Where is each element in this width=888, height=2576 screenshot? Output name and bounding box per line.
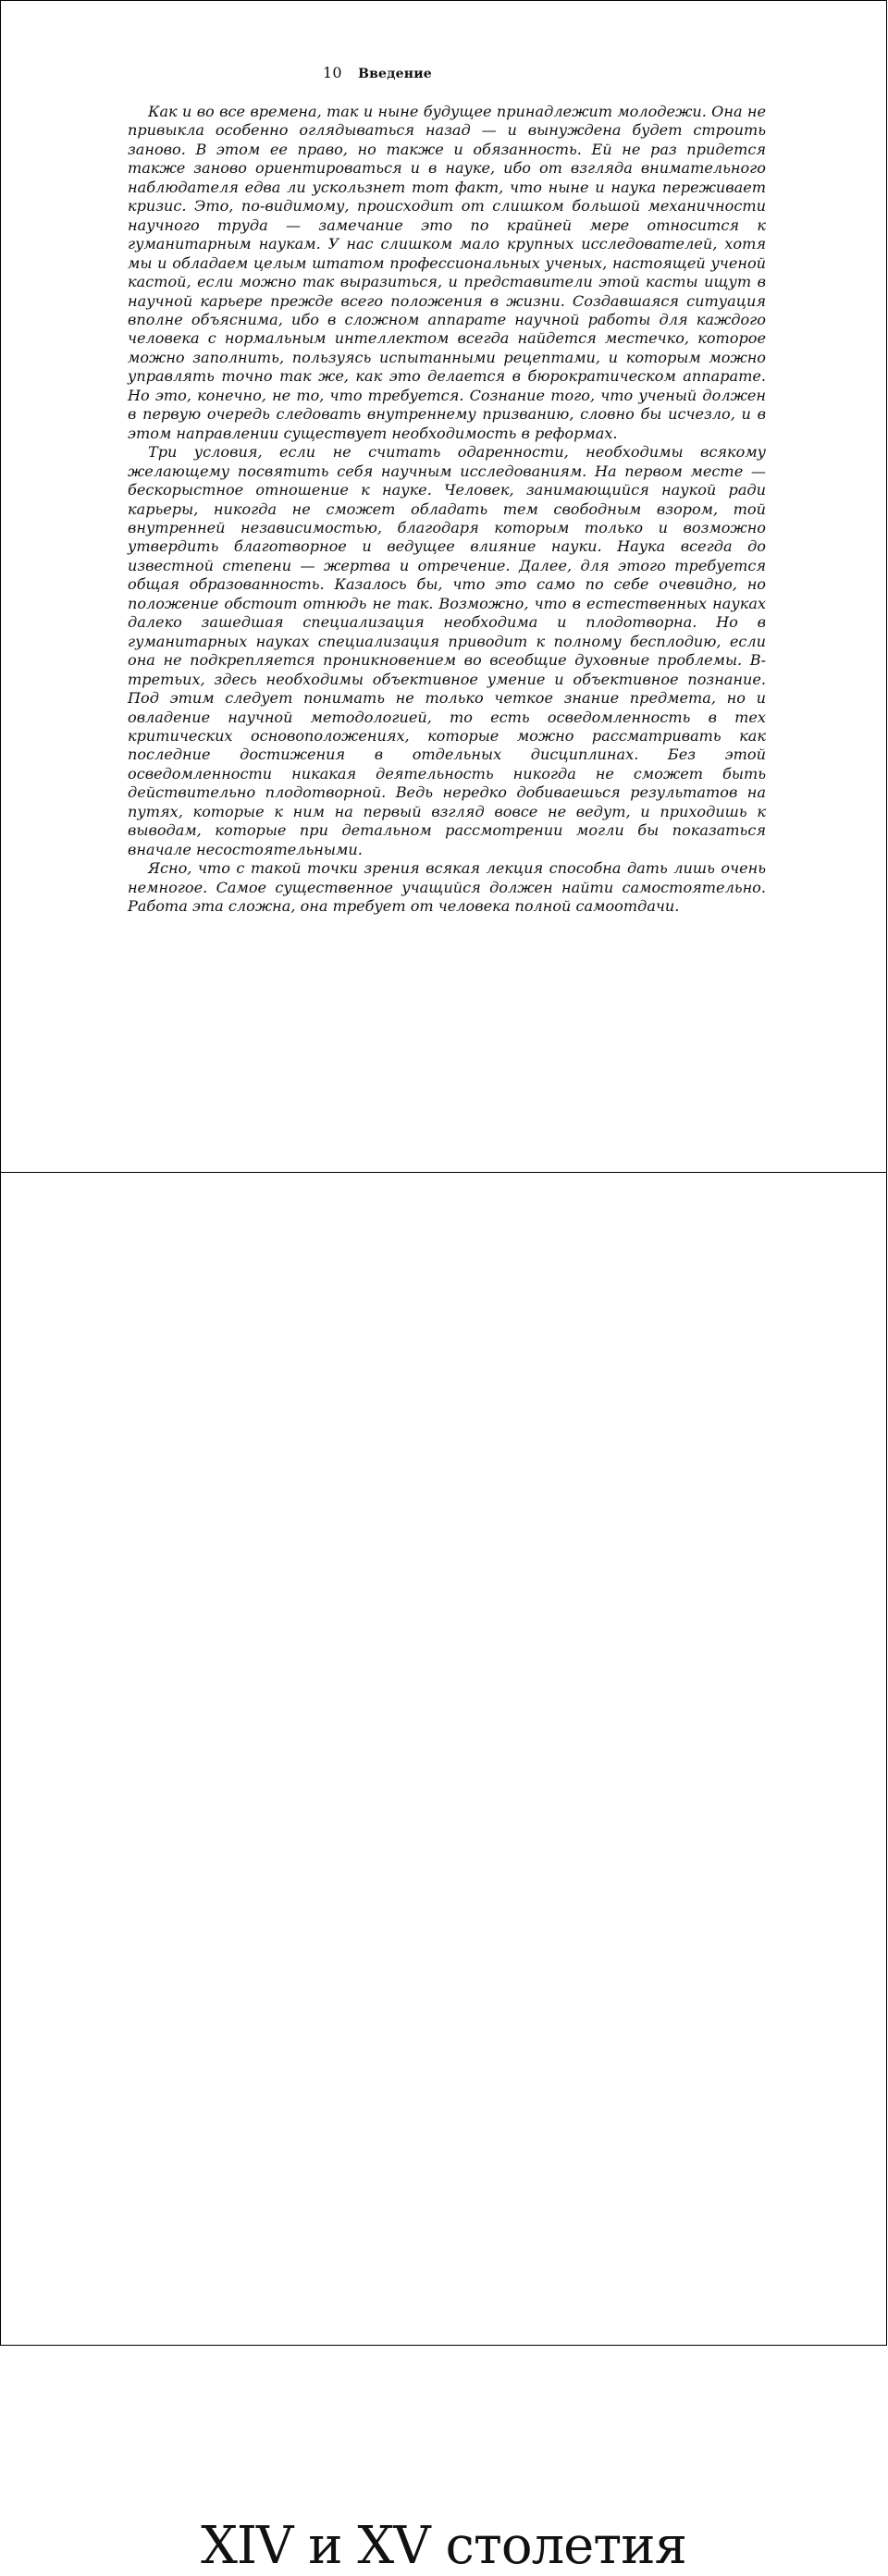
paragraph: Три условия, если не считать одаренности, необходимы всякому желающему посвятить себя научным исследованиям. На первом месте — бескорыстное отношение к науке. Человек, занимающийся наукой ради карьеры, никогда не сможет обладать тем свободным взором, той внутренней независимостью, благодаря которым только и возможно утвердить благотворное и ведущее влияние науки. Наука всегда до известной степени — жертва и отречение. Далее, для этого требуется общая образованность. Казалось бы, что это само по себе очевидно, но положение обстоит отнюдь не так. Возможно, что в естественных науках далеко зашедшая специализация необходима и плодотворна. Но в гуманитарных науках специализация приводит к полному бесплодию, если она не подкрепляется проникновением во всеобщие духовные проблемы. В-третьих, здесь необходимы объективное умение и объективное познание. Под этим следует понимать не только четкое знание предмета, но и овладение научной методологией, то есть осведомленность в тех критических основоположениях, которые можно рассматривать как последние достижения в отдельных дисциплинах. Без этой осведомленности никакая деятельность никогда не сможет быть действительно плодотворной. Ведь нередко добиваешься результатов на путях, которые к ним на первый взгляд вовсе не ведут, и приходишь к выводам, которые при детальном рассмотрении могли бы показаться вначале несостоятельными. [128, 443, 766, 858]
page-bottom [0, 1173, 887, 2576]
body-text [128, 103, 766, 916]
paragraph: Ясно, что с такой точки зрения всякая лекция способна дать лишь очень немногое. Самое существенное учащийся должен найти самостоятельно. Работа эта сложна, она требует от человека полной самоотдачи. [128, 859, 766, 916]
page-number: 10 [323, 64, 342, 81]
chapter-title: XIV и XV столетия [201, 2516, 686, 2576]
page-top [0, 0, 887, 1173]
paragraph: Как и во все времена, так и ныне будущее принадлежит молодежи. Она не привыкла особенно оглядываться назад — и вынуждена будет строить заново. В этом ее право, но также и обязанность. Ей не раз придется также заново ориентироваться и в науке, ибо от взгляда внимательного наблюдателя едва ли ускользнет тот факт, что ныне и наука переживает кризис. Это, по-видимому, происходит от слишком большой механичности научного труда — замечание это по крайней мере относится к гуманитарным наукам. У нас слишком мало крупных исследователей, хотя мы и обладаем целым штатом профессиональных ученых, настоящей ученой кастой, если можно так выразиться, и представители этой касты ищут в научной карьере прежде всего положения в жизни. Создавшаяся ситуация вполне объяснима, ибо в сложном аппарате научной работы для каждого человека с нормальным интеллектом всегда найдется местечко, которое можно заполнить, пользуясь испытанными рецептами, и которым можно управлять точно так же, как это делается в бюрократическом аппарате. Но это, конечно, не то, что требуется. Сознание того, что ученый должен в первую очередь следовать внутреннему призванию, словно бы исчезло, и в этом направлении существует необходимость в реформах. [128, 103, 766, 442]
running-head [323, 64, 432, 81]
section-title: Введение [358, 67, 432, 81]
